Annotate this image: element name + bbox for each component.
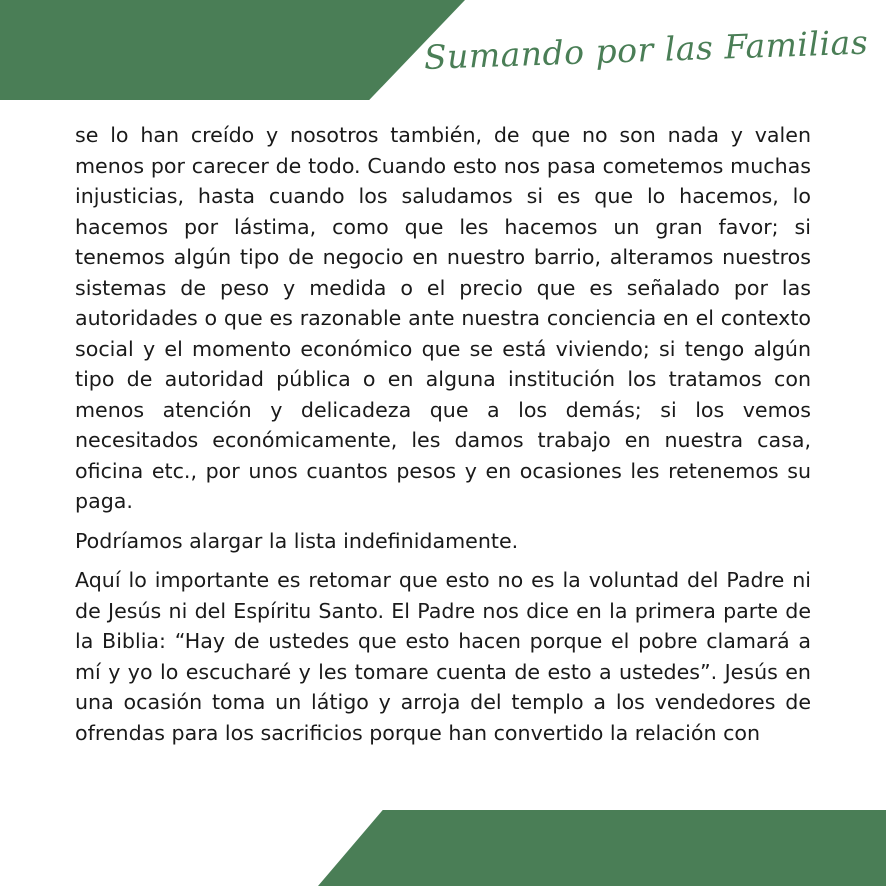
top-decorative-band: [0, 0, 465, 100]
paragraph-3: Aquí lo importante es retomar que esto no es la voluntad del Padre ni de Jesús ni del Espíritu Santo. El Padre nos dice en la primera parte de la Biblia: “Hay de ustedes que esto hacen porque el pobre clamará a mí y yo lo escucharé y les tomare cuenta de esto a ustedes”. Jesús en una ocasión toma un látigo y arroja del templo a los vendedores de ofrendas para los sacrificios porque han convertido la relación con: [75, 568, 811, 745]
body-text: [75, 120, 811, 757]
brand-title: Sumando por las Familias: [423, 22, 869, 77]
paragraph-2: Podríamos alargar la lista indefinidamente.: [75, 528, 519, 553]
paragraph-1: se lo han creído y nosotros también, de que no son nada y valen menos por carecer de todo. Cuando esto nos pasa cometemos muchas injusticias, hasta cuando los saludamos si es que lo hacemos, lo hacemos por lástima, como que les hacemos un gran favor; si tenemos algún tipo de negocio en nuestro barrio, alteramos nuestros sistemas de peso y medida o el precio que es señalado por las autoridades o que es razonable ante nuestra conciencia en el contexto social y el momento económico que se está viviendo; si tengo algún tipo de autoridad pública o en alguna institución los tratamos con menos atención y delicadeza que a los demás; si los vemos necesitados económicamente, les damos trabajo en nuestra casa, oficina etc., por unos cuantos pesos y en ocasiones les retenemos su paga.: [75, 123, 811, 513]
bottom-decorative-band: [318, 810, 886, 886]
